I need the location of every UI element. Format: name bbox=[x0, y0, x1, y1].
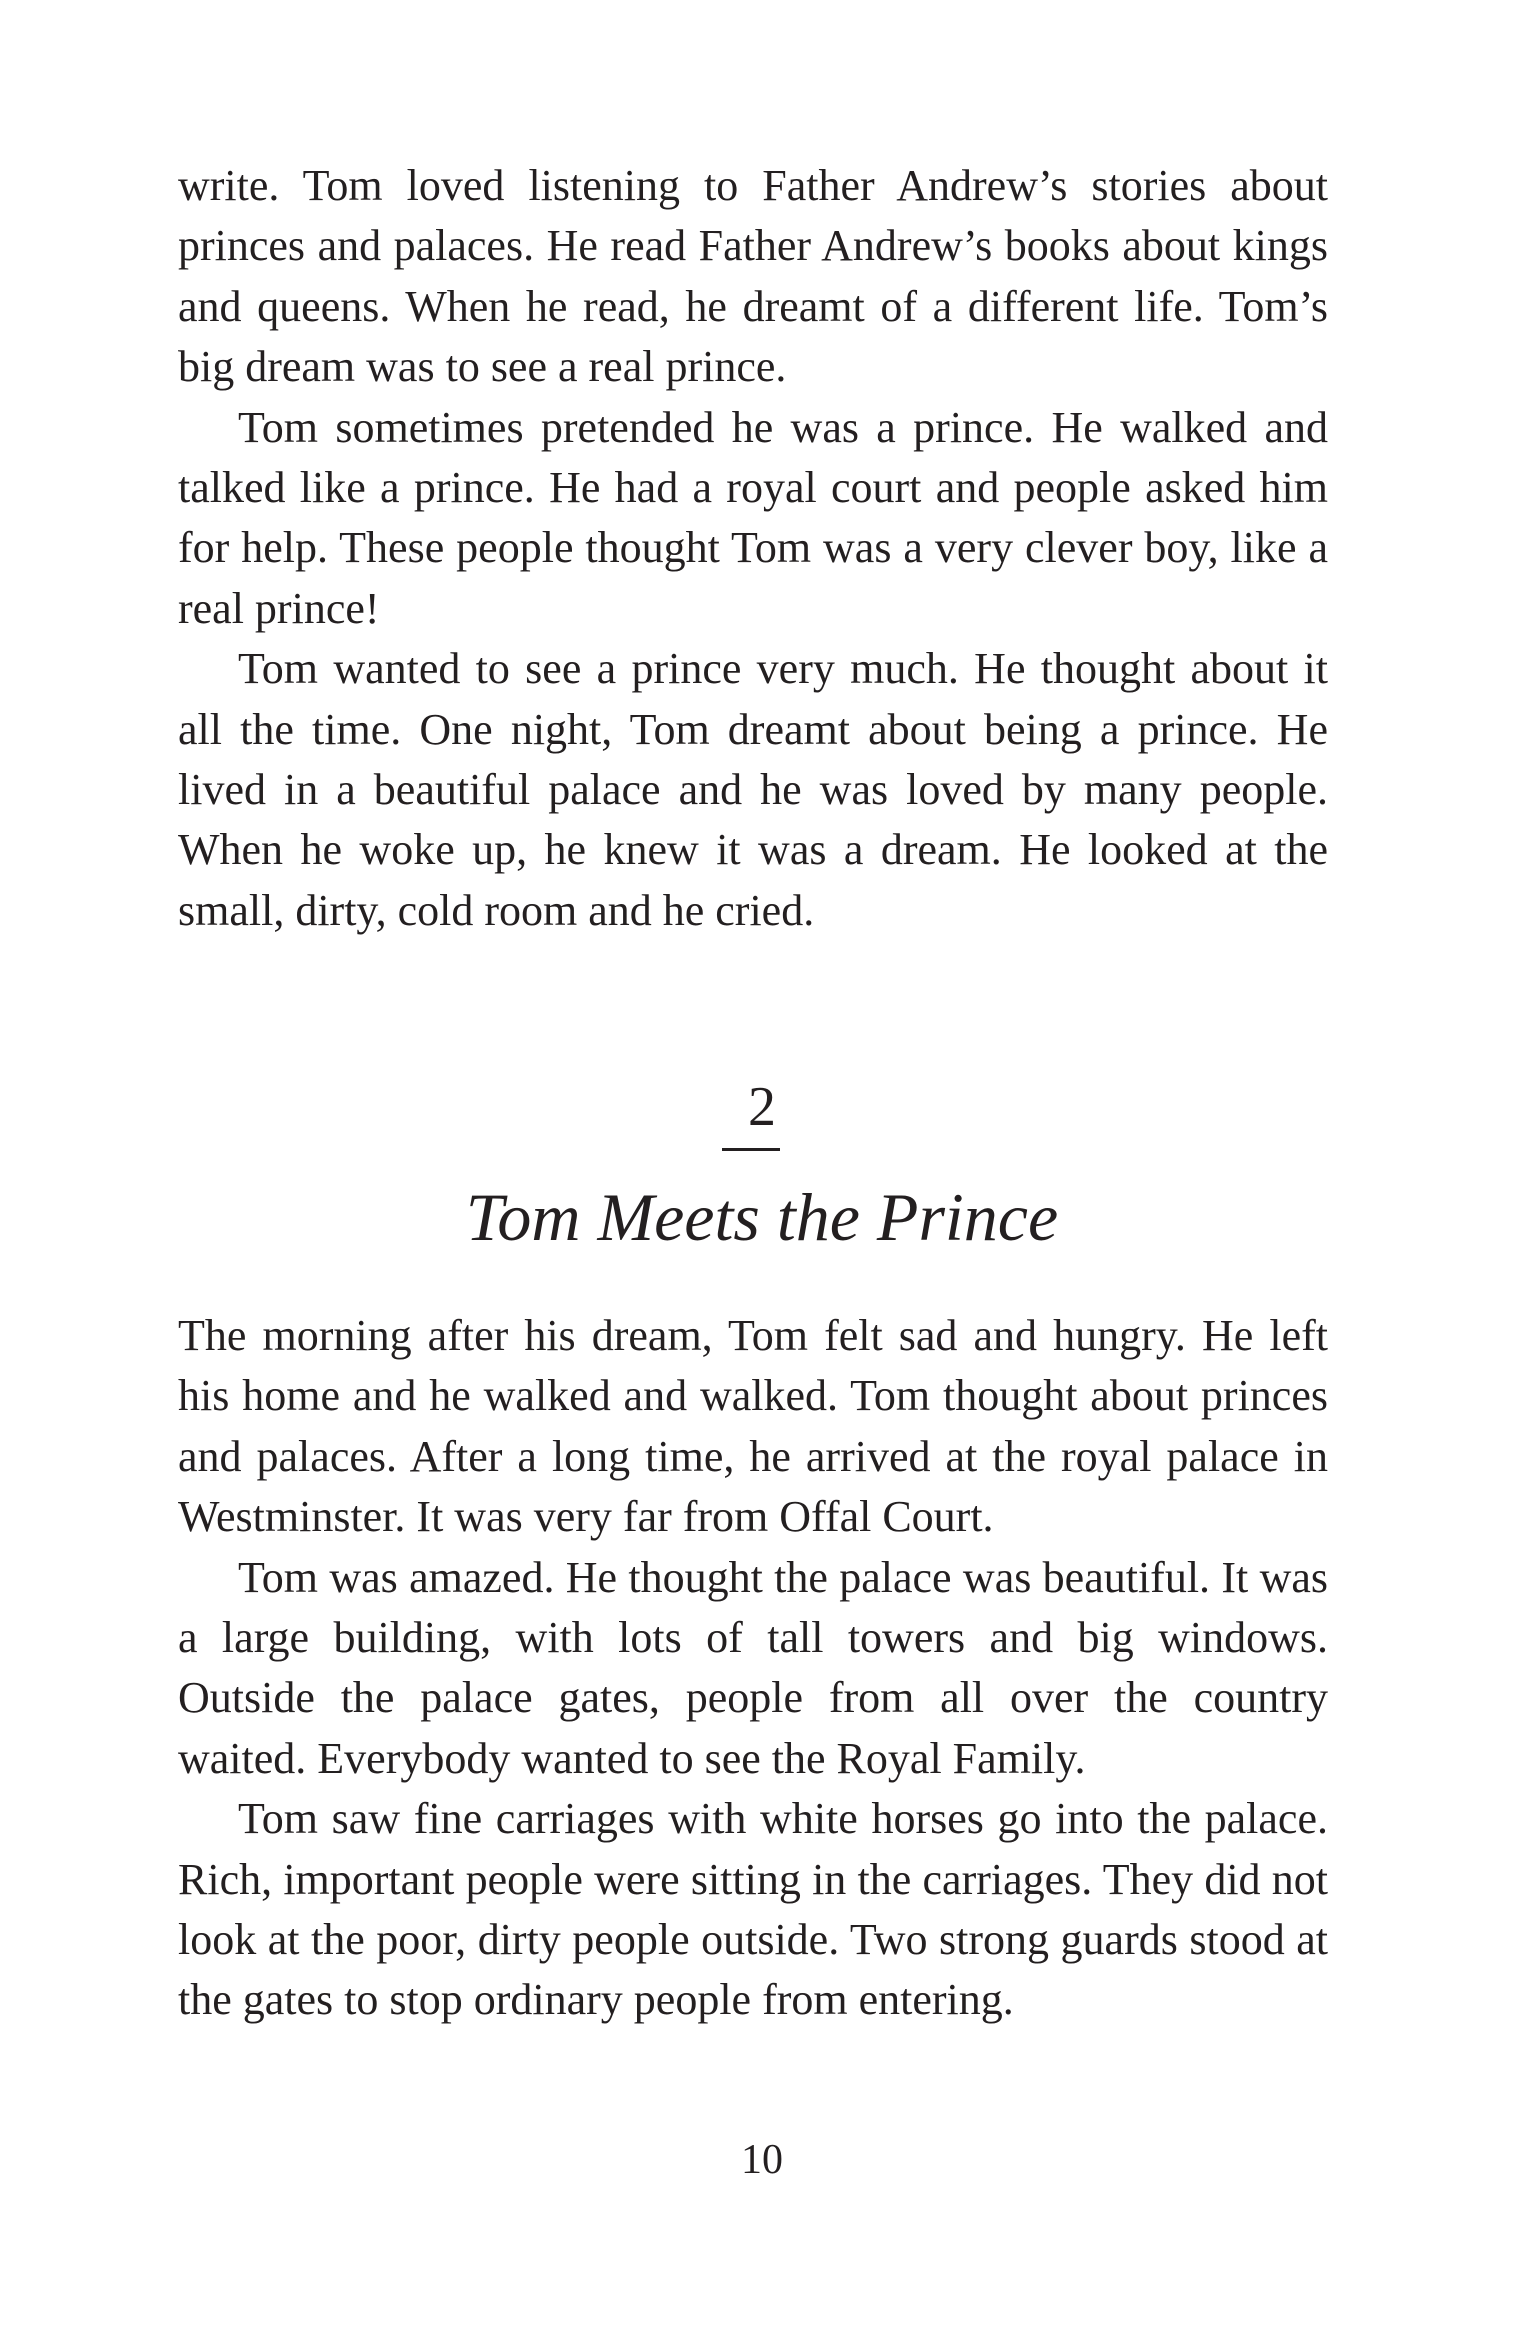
chapter-number: 2 bbox=[748, 1076, 776, 1138]
paragraph: Tom was amazed. He thought the palace was beautiful. It was a large building, with lots of tall towers and big windows. Outside the palace gates, people from all over the country waited. Everybody wanted to see the Royal Family. bbox=[178, 1552, 1328, 1783]
chapter-title: Tom Meets the Prince bbox=[465, 1179, 1059, 1255]
paragraph: Tom sometimes pretended he was a prince. He walked and talked like a prince. He had a royal court and people asked him for help. These people thought Tom was a very clever boy, like a real prince! bbox=[178, 402, 1328, 633]
chapter-divider bbox=[722, 1148, 780, 1151]
paragraph: The morning after his dream, Tom felt sad and hungry. He left his home and he walked and walked. Tom thought about princes and palaces. After a long time, he arrived at the royal palace in Westminster. It was very far from Offal Court. bbox=[178, 1311, 1328, 1542]
paragraph: Tom saw fine carriages with white horses go into the palace. Rich, important people were sitting in the carriages. They did not look at the poor, dirty people outside. Two strong guards stood at the gates to stop ordinary people from entering. bbox=[178, 1794, 1328, 2025]
paragraph: Tom wanted to see a prince very much. He thought about it all the time. One night, Tom dreamt about being a prince. He lived in a beautiful palace and he was loved by many people. When he woke up, he knew it was a dream. He looked at the small, dirty, cold room and he cried. bbox=[178, 644, 1328, 935]
previous-chapter-text bbox=[178, 156, 1328, 941]
chapter-text bbox=[178, 1306, 1328, 2031]
page-number: 10 bbox=[741, 2137, 783, 2183]
paragraph: write. Tom loved listening to Father Andrew’s stories about princes and palaces. He read Father Andrew’s books about kings and queens. When he read, he dreamt of a different life. Tom’s big dream was to see a real prince. bbox=[178, 161, 1328, 392]
